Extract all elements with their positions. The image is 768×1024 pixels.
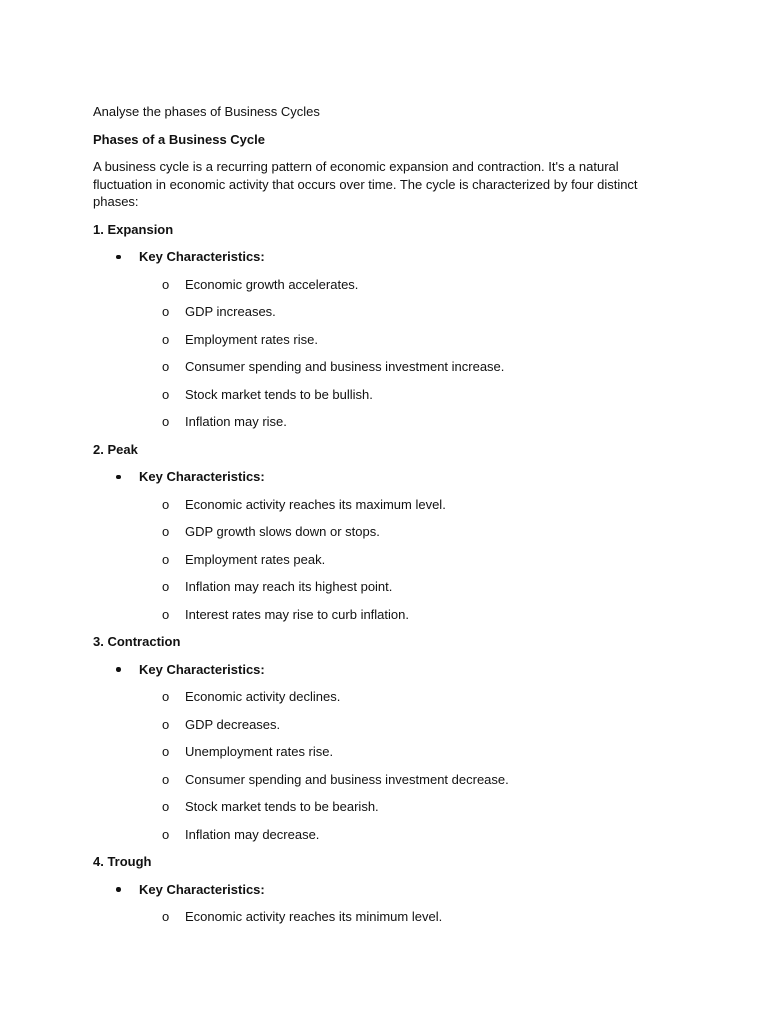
key-characteristics-bullet [93,468,653,485]
intro-line: phases: [93,194,139,209]
sub-bullet-marker: o [162,909,170,924]
sub-bullet-marker: o [162,689,170,704]
phase-heading: 1. Expansion [93,221,174,237]
bullet-dot-icon [116,255,121,260]
characteristic-text: GDP decreases. [185,716,281,732]
bullet-label: Key Characteristics: [139,661,265,677]
intro-line: fluctuation in economic activity that occurs over time. The cycle is characterized by four distinct [93,176,638,192]
phase-section [93,853,653,925]
phase-section [93,441,653,623]
characteristic-text: Inflation may rise. [185,414,287,429]
document-title: Analyse the phases of Business Cycles [93,104,320,119]
document-page [93,103,653,936]
sub-bullet-marker: o [162,606,170,622]
bullet-label: Key Characteristics: [139,249,265,264]
key-characteristics-bullet [93,661,653,678]
characteristic-text: Economic growth accelerates. [185,276,359,292]
sub-bullet-marker: o [162,799,170,814]
phase-sections [93,221,653,926]
characteristic-text: Inflation may decrease. [185,826,320,842]
key-characteristics-bullet [93,248,653,265]
sub-bullet-marker: o [162,744,170,759]
intro-line: A business cycle is a recurring pattern of economic expansion and contraction. It's a natural [93,159,619,174]
characteristic-item [93,276,653,293]
characteristic-text: Economic activity declines. [185,689,341,704]
phase-heading: 2. Peak [93,441,138,457]
characteristic-text: Interest rates may rise to curb inflation. [185,606,409,622]
characteristic-text: Inflation may reach its highest point. [185,579,393,594]
characteristic-text: GDP increases. [185,304,276,319]
characteristic-text: GDP growth slows down or stops. [185,524,380,539]
characteristic-item [93,303,653,320]
characteristic-item [93,716,653,733]
sub-bullet-marker: o [162,414,170,429]
characteristic-item [93,826,653,843]
bullet-label: Key Characteristics: [139,469,265,484]
characteristic-item [93,386,653,403]
sub-bullet-marker: o [162,771,170,787]
characteristic-item [93,743,653,760]
bullet-dot-icon [116,667,121,672]
characteristic-item [93,908,653,925]
characteristic-text: Stock market tends to be bullish. [185,386,373,402]
characteristic-text: Unemployment rates rise. [185,744,334,759]
characteristic-item [93,551,653,568]
sub-bullet-marker: o [162,359,170,374]
characteristic-item [93,413,653,430]
characteristic-item [93,496,653,513]
characteristic-item [93,798,653,815]
sub-bullet-marker: o [162,524,170,539]
characteristic-text: Economic activity reaches its minimum level. [185,909,443,924]
sub-bullet-marker: o [162,579,170,594]
bullet-dot-icon [116,887,121,892]
sub-bullet-marker: o [162,551,170,567]
characteristic-item [93,606,653,623]
characteristic-item [93,523,653,540]
bullet-label: Key Characteristics: [139,881,265,897]
phase-heading: 3. Contraction [93,634,181,649]
sub-bullet-marker: o [162,496,170,512]
intro-paragraph [93,158,653,211]
sub-bullet-marker: o [162,826,170,842]
characteristic-item [93,331,653,348]
phase-heading: 4. Trough [93,854,152,869]
bullet-dot-icon [116,475,121,480]
characteristic-item [93,578,653,595]
characteristic-text: Employment rates peak. [185,551,326,567]
characteristic-text: Consumer spending and business investment increase. [185,359,505,374]
document-heading: Phases of a Business Cycle [93,132,265,147]
characteristic-text: Consumer spending and business investment decrease. [185,771,509,787]
characteristic-text: Employment rates rise. [185,331,318,347]
characteristic-text: Economic activity reaches its maximum level. [185,496,446,512]
phase-section [93,633,653,843]
sub-bullet-marker: o [162,331,170,347]
phase-section [93,221,653,431]
characteristic-item [93,688,653,705]
key-characteristics-bullet [93,881,653,898]
characteristic-item [93,358,653,375]
characteristic-item [93,771,653,788]
sub-bullet-marker: o [162,304,170,319]
sub-bullet-marker: o [162,276,170,292]
sub-bullet-marker: o [162,716,170,732]
characteristic-text: Stock market tends to be bearish. [185,799,379,814]
sub-bullet-marker: o [162,386,170,402]
